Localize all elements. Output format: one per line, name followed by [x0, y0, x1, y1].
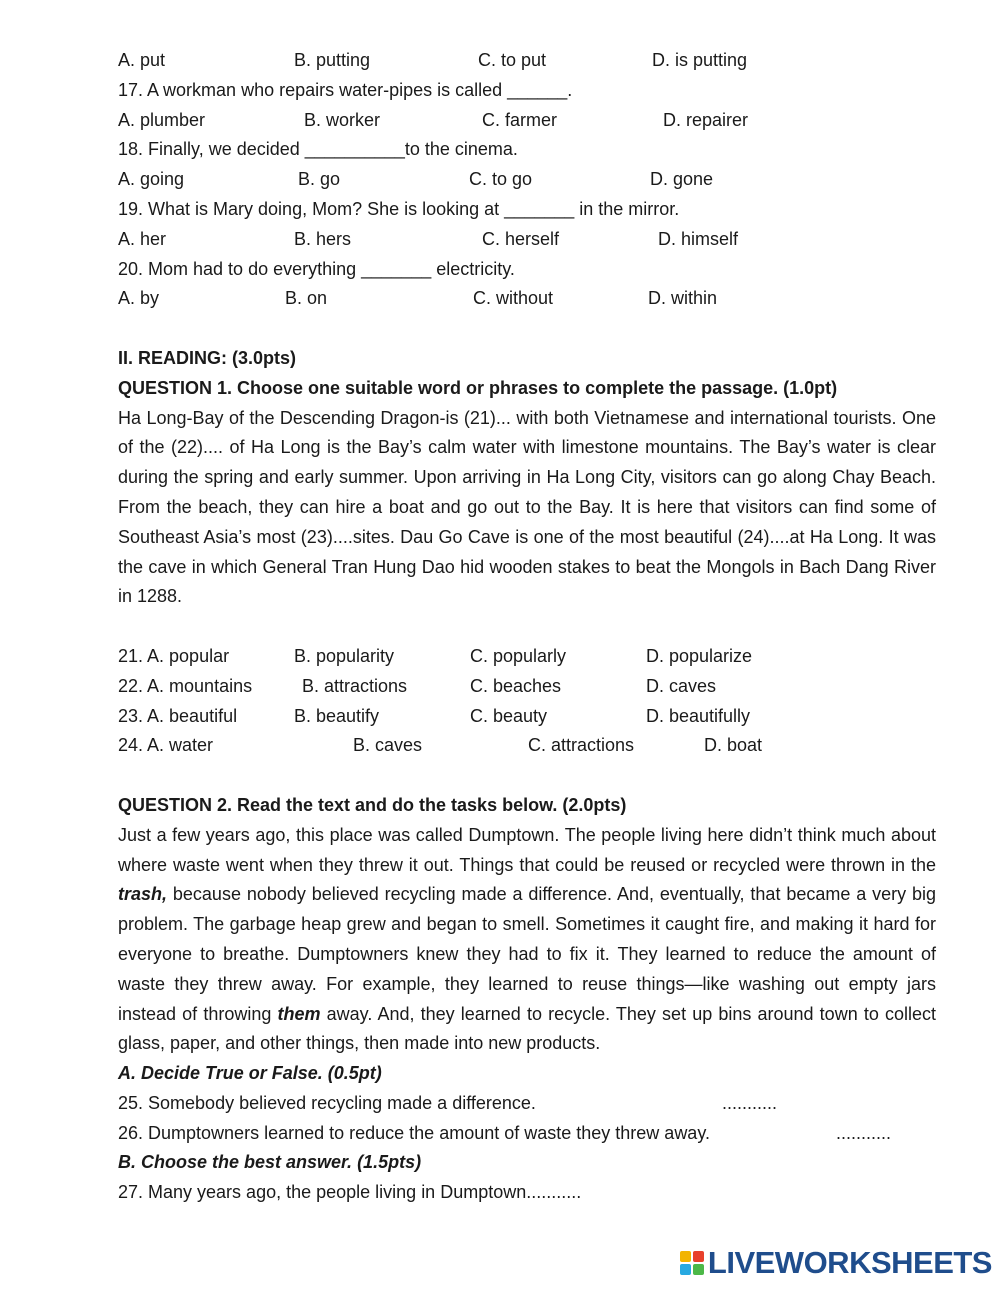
q21-option-a[interactable]: 21. A. popular — [118, 645, 230, 666]
q23-options-row — [118, 702, 936, 732]
q24-option-b[interactable]: B. caves — [353, 735, 423, 756]
q17-option-d[interactable]: D. repairer — [663, 109, 749, 130]
q21-option-c[interactable]: C. popularly — [470, 645, 567, 666]
reading-section-title: II. READING: (3.0pts) — [118, 347, 297, 368]
q16-option-a[interactable]: A. put — [118, 50, 166, 70]
q20-question: 20. Mom had to do everything _______ electricity. — [118, 258, 515, 279]
q25-statement: 25. Somebody believed recycling made a difference. — [118, 1092, 536, 1113]
spacer — [118, 612, 936, 642]
q16-option-b[interactable]: B. putting — [294, 50, 371, 70]
q22-options-row — [118, 672, 936, 702]
q18-option-d[interactable]: D. gone — [650, 169, 714, 190]
q20-option-b[interactable]: B. on — [285, 288, 328, 309]
logo-mark-icon — [680, 1251, 704, 1275]
q19-options-row — [118, 225, 936, 255]
q26-row — [118, 1119, 936, 1149]
passage-dumptown-part1: Just a few years ago, this place was called Dumptown. The people living here didn’t think much about where waste went when they threw it out. Things that could be reused or recycled were thrown in the — [118, 824, 936, 875]
passage-dumptown — [118, 821, 936, 1059]
task-b-title: B. Choose the best answer. (1.5pts) — [118, 1152, 422, 1173]
q17-option-b[interactable]: B. worker — [304, 109, 381, 130]
passage-word-them: them — [277, 1003, 321, 1024]
q16-option-d[interactable]: D. is putting — [652, 50, 748, 70]
q17-option-a[interactable]: A. plumber — [118, 109, 206, 130]
question2-title: QUESTION 2. Read the text and do the tasks below. (2.0pts) — [118, 794, 627, 815]
q18-option-c[interactable]: C. to go — [469, 169, 533, 190]
worksheet-page — [118, 46, 936, 1208]
logo-text: LIVEWORKSHEETS — [707, 1245, 992, 1280]
q25-row — [118, 1089, 936, 1119]
q20-options-row — [118, 284, 936, 314]
q20-option-d[interactable]: D. within — [648, 288, 718, 309]
q18-option-a[interactable]: A. going — [118, 169, 185, 190]
q25-answer-field[interactable]: ........... — [722, 1092, 778, 1113]
q22-option-b[interactable]: B. attractions — [302, 675, 408, 696]
q19-option-c[interactable]: C. herself — [482, 228, 560, 249]
q26-statement: 26. Dumptowners learned to reduce the amount of waste they threw away. — [118, 1122, 710, 1143]
q19-option-d[interactable]: D. himself — [658, 228, 739, 249]
passage-word-trash: trash, — [118, 884, 168, 905]
q18-option-b[interactable]: B. go — [298, 169, 341, 190]
q18-options-row — [118, 165, 936, 195]
q21-option-d[interactable]: D. popularize — [646, 645, 753, 666]
q17-question: 17. A workman who repairs water-pipes is called ______. — [118, 79, 573, 100]
q26-answer-field[interactable]: ........... — [836, 1122, 892, 1143]
passage-ha-long-text: Ha Long-Bay of the Descending Dragon-is (21)... with both Vietnamese and international tourists. One of the (22).... of Ha Long is the Bay’s calm water with limestone mountains. The Bay’s water is clear during the spring and early summer. Upon arriving in Ha Long City, visitors can go along Chay Beach. From the beach, they can hire a boat and go out to the Bay. It is here that visitors can find some of Southeast Asia’s most (23)....sites. Dau Go Cave is one of the most beautiful (24)....at Ha Long. It was the cave in which General Tran Hung Dao hid wooden stakes to beat the Mongols in Bach Dang River in 1288. — [118, 407, 936, 607]
q21-options-row — [118, 642, 936, 672]
q27-question: 27. Many years ago, the people living in Dumptown........... — [118, 1182, 582, 1203]
liveworksheets-logo — [680, 1245, 992, 1281]
passage-ha-long — [118, 404, 936, 613]
q17-options-row — [118, 106, 936, 136]
q23-option-a[interactable]: 23. A. beautiful — [118, 705, 238, 726]
q17-option-c[interactable]: C. farmer — [482, 109, 558, 130]
q24-option-c[interactable]: C. attractions — [528, 735, 635, 756]
q16-option-c[interactable]: C. to put — [478, 50, 547, 70]
passage-dumptown-part3: away. And, they learned to recycle. They set up bins around town to collect glass, paper, and other things, then made into new products. — [118, 1003, 936, 1054]
q18-question: 18. Finally, we decided __________to the cinema. — [118, 139, 518, 160]
task-a-title: A. Decide True or False. (0.5pt) — [118, 1063, 382, 1084]
q20-option-a[interactable]: A. by — [118, 288, 160, 309]
q21-option-b[interactable]: B. popularity — [294, 645, 395, 666]
q24-option-a[interactable]: 24. A. water — [118, 735, 214, 756]
q23-option-d[interactable]: D. beautifully — [646, 705, 751, 726]
q22-option-d[interactable]: D. caves — [646, 675, 717, 696]
q16-options-row — [118, 46, 936, 76]
q22-option-c[interactable]: C. beaches — [470, 675, 562, 696]
passage-dumptown-text — [118, 821, 936, 1059]
q19-option-b[interactable]: B. hers — [294, 228, 352, 249]
q20-option-c[interactable]: C. without — [473, 288, 554, 309]
q22-option-a[interactable]: 22. A. mountains — [118, 675, 253, 696]
spacer — [118, 761, 936, 791]
q19-question: 19. What is Mary doing, Mom? She is looking at _______ in the mirror. — [118, 198, 680, 219]
q23-option-b[interactable]: B. beautify — [294, 705, 380, 726]
question1-title: QUESTION 1. Choose one suitable word or phrases to complete the passage. (1.0pt) — [118, 377, 838, 398]
spacer — [118, 314, 936, 344]
passage-dumptown-part2: because nobody believed recycling made a difference. And, eventually, that became a very big problem. The garbage heap grew and began to smell. Sometimes it caught fire, and making it hard for everyone to breathe. Dumptowners knew they had to fix it. They learned to reduce the amount of waste they threw away. For example, they learned to reuse things—like washing out empty jars instead of throwing — [118, 884, 936, 1024]
q24-options-row — [118, 731, 936, 761]
q24-option-d[interactable]: D. boat — [704, 735, 763, 756]
q23-option-c[interactable]: C. beauty — [470, 705, 548, 726]
q19-option-a[interactable]: A. her — [118, 228, 167, 249]
